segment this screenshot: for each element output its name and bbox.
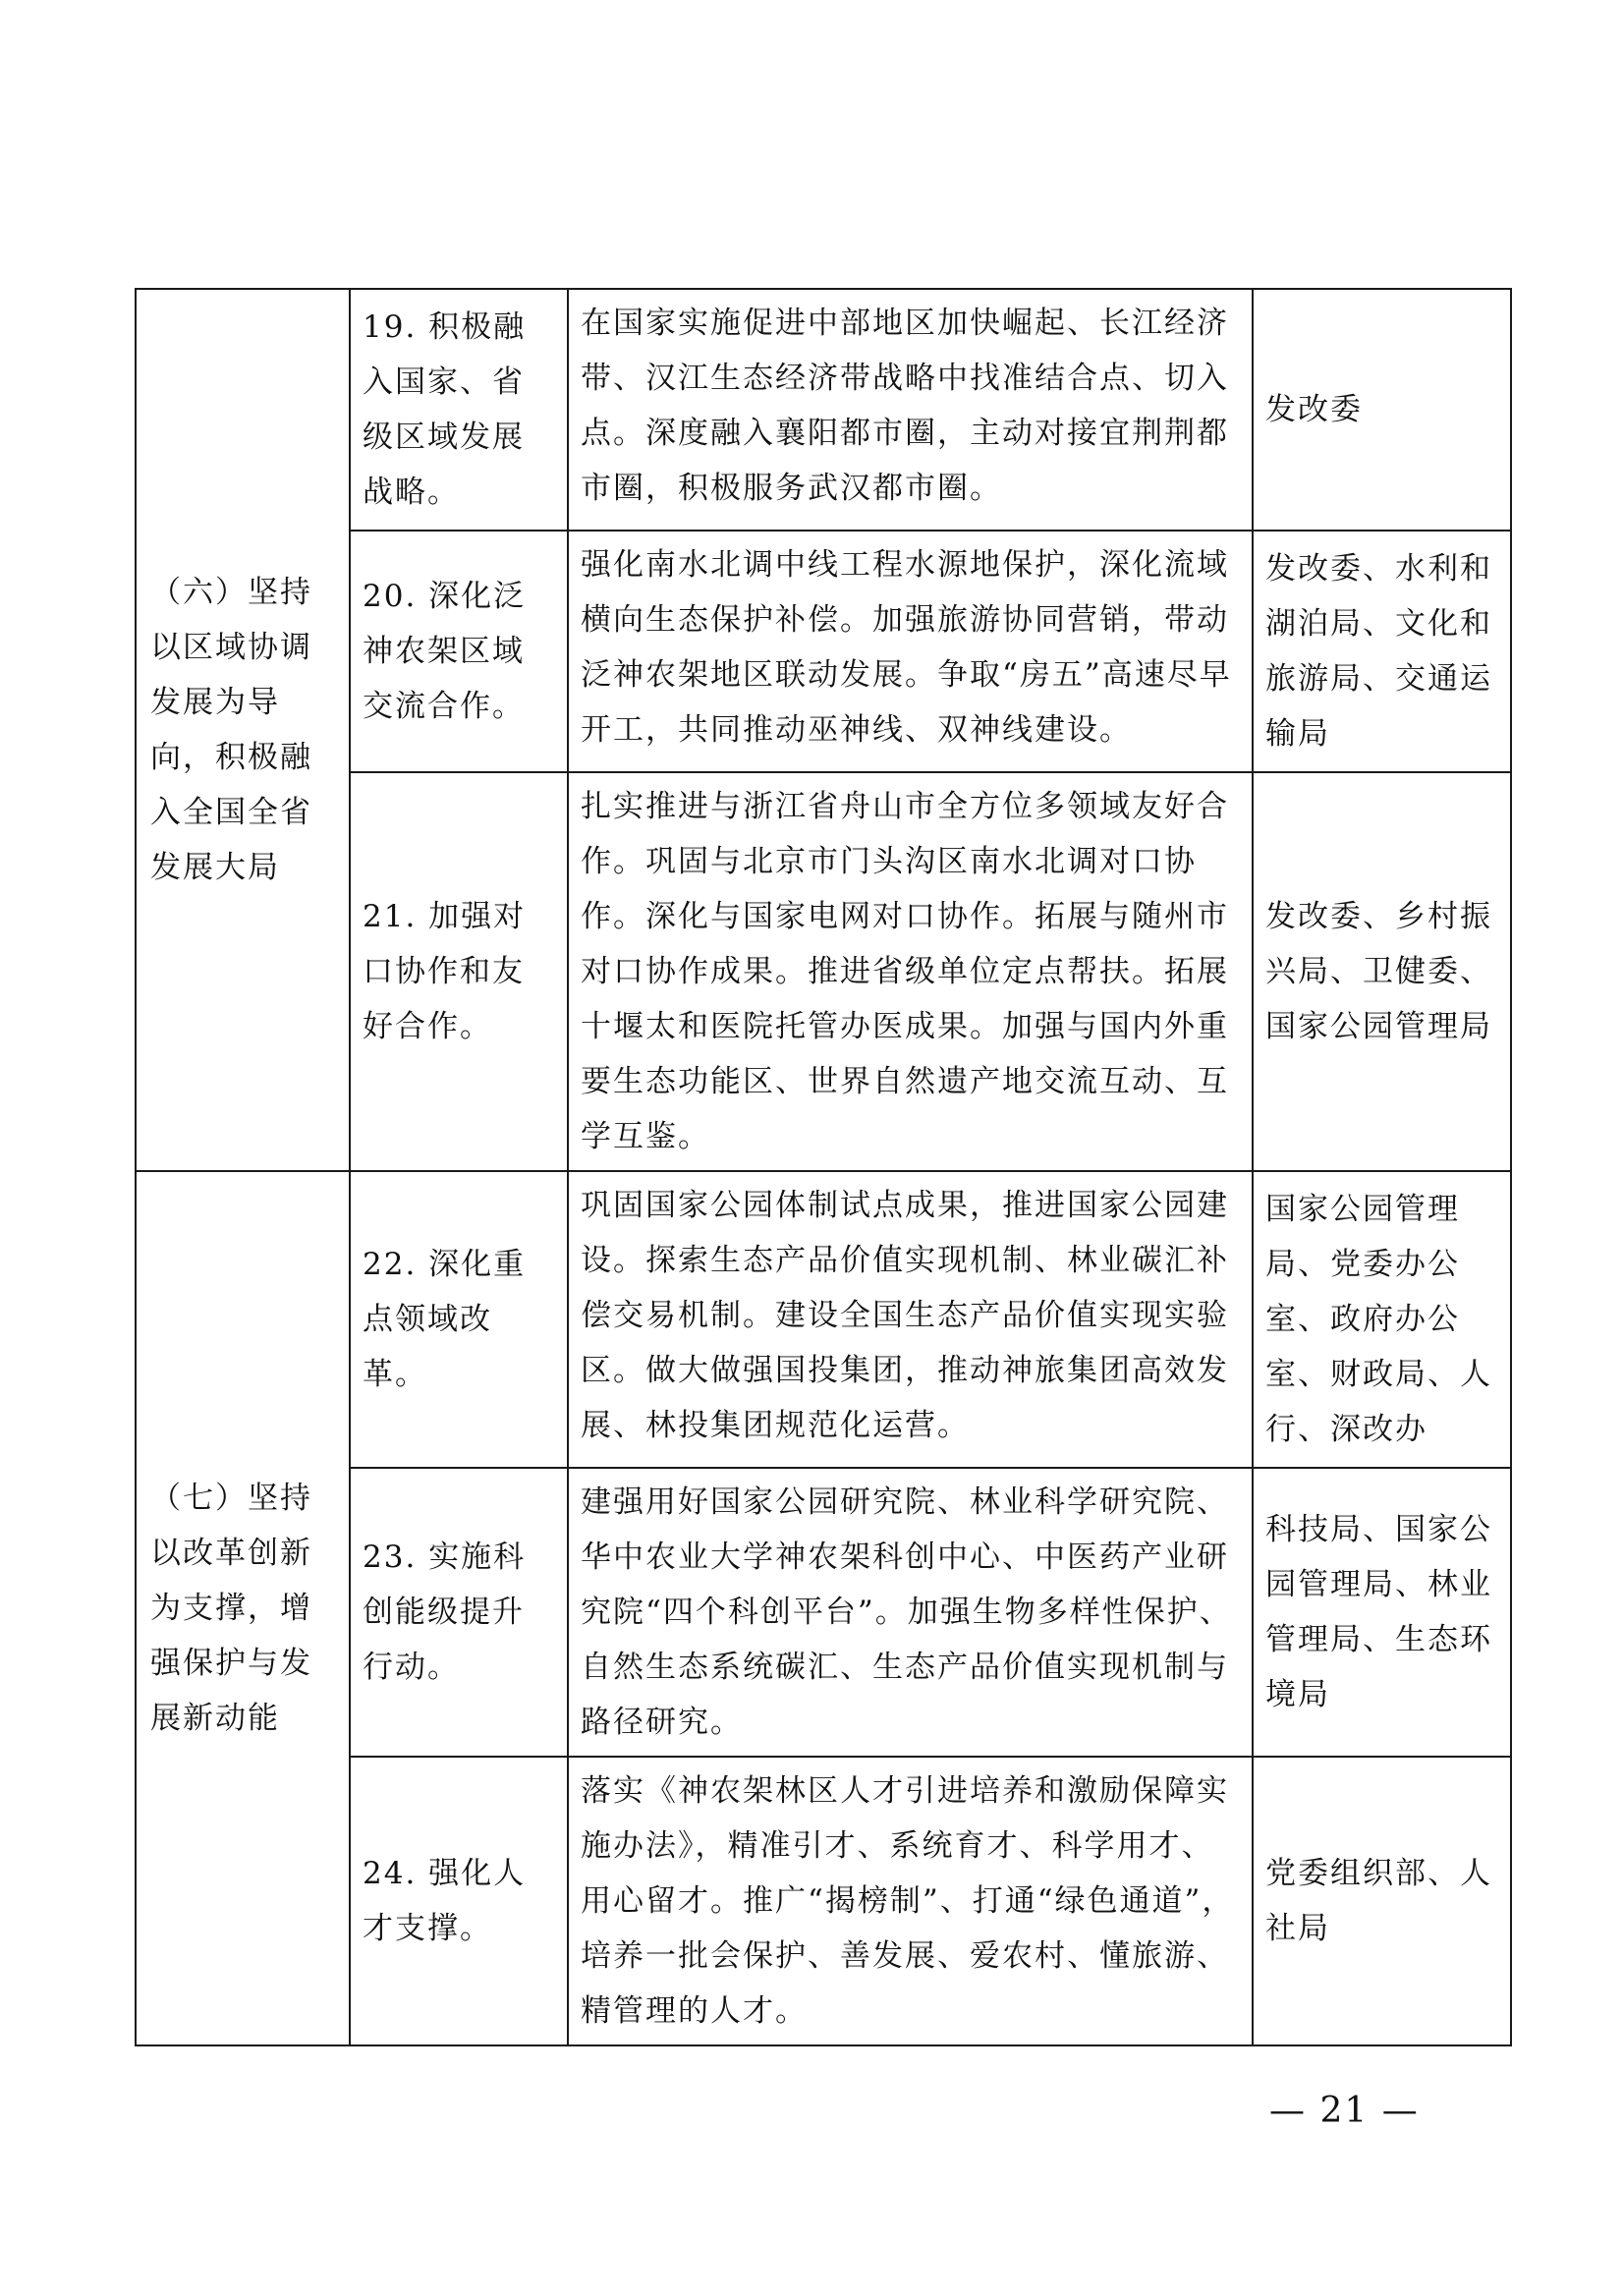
task-cell: 24. 强化人才支撑。	[350, 1757, 568, 2045]
category-cell: （六）坚持以区域协调发展为导向，积极融入全国全省发展大局	[136, 289, 350, 1171]
dept-cell: 发改委	[1253, 289, 1511, 531]
task-cell: 21. 加强对口协作和友好合作。	[350, 772, 568, 1171]
task-cell: 22. 深化重点领域改革。	[350, 1171, 568, 1468]
content-cell: 落实《神农架林区人才引进培养和激励保障实施办法》，精准引才、系统育才、科学用才、用心留才。推广“揭榜制”、打通“绿色通道”，培养一批会保护、善发展、爱农村、懂旅游、精管理的人才。	[568, 1757, 1253, 2045]
dept-cell: 发改委、乡村振兴局、卫健委、国家公园管理局	[1253, 772, 1511, 1171]
dept-cell: 发改委、水利和湖泊局、文化和旅游局、交通运输局	[1253, 531, 1511, 772]
content-cell: 巩固国家公园体制试点成果，推进国家公园建设。探索生态产品价值实现机制、林业碳汇补偿交易机制。建设全国生态产品价值实现实验区。做大做强国投集团，推动神旅集团高效发展、林投集团规范化运营。	[568, 1171, 1253, 1468]
dept-cell: 科技局、国家公园管理局、林业管理局、生态环境局	[1253, 1468, 1511, 1757]
table-row	[136, 1171, 1511, 1468]
category-cell: （七）坚持以改革创新为支撑，增强保护与发展新动能	[136, 1171, 350, 2045]
task-cell: 23. 实施科创能级提升行动。	[350, 1468, 568, 1757]
table-row	[136, 289, 1511, 531]
task-table	[135, 288, 1512, 2046]
page-number: — 21 —	[1269, 2091, 1420, 2131]
task-cell: 20. 深化泛神农架区域交流合作。	[350, 531, 568, 772]
content-cell: 建强用好国家公园研究院、林业科学研究院、华中农业大学神农架科创中心、中医药产业研究院“四个科创平台”。加强生物多样性保护、自然生态系统碳汇、生态产品价值实现机制与路径研究。	[568, 1468, 1253, 1757]
content-cell: 扎实推进与浙江省舟山市全方位多领域友好合作。巩固与北京市门头沟区南水北调对口协作。深化与国家电网对口协作。拓展与随州市对口协作成果。推进省级单位定点帮扶。拓展十堰太和医院托管办医成果。加强与国内外重要生态功能区、世界自然遗产地交流互动、互学互鉴。	[568, 772, 1253, 1171]
dept-cell: 党委组织部、人社局	[1253, 1757, 1511, 2045]
content-cell: 强化南水北调中线工程水源地保护，深化流域横向生态保护补偿。加强旅游协同营销，带动泛神农架地区联动发展。争取“房五”高速尽早开工，共同推动巫神线、双神线建设。	[568, 531, 1253, 772]
content-cell: 在国家实施促进中部地区加快崛起、长江经济带、汉江生态经济带战略中找准结合点、切入点。深度融入襄阳都市圈，主动对接宜荆荆都市圈，积极服务武汉都市圈。	[568, 289, 1253, 531]
dept-cell: 国家公园管理局、党委办公室、政府办公室、财政局、人行、深改办	[1253, 1171, 1511, 1468]
task-cell: 19. 积极融入国家、省级区域发展战略。	[350, 289, 568, 531]
